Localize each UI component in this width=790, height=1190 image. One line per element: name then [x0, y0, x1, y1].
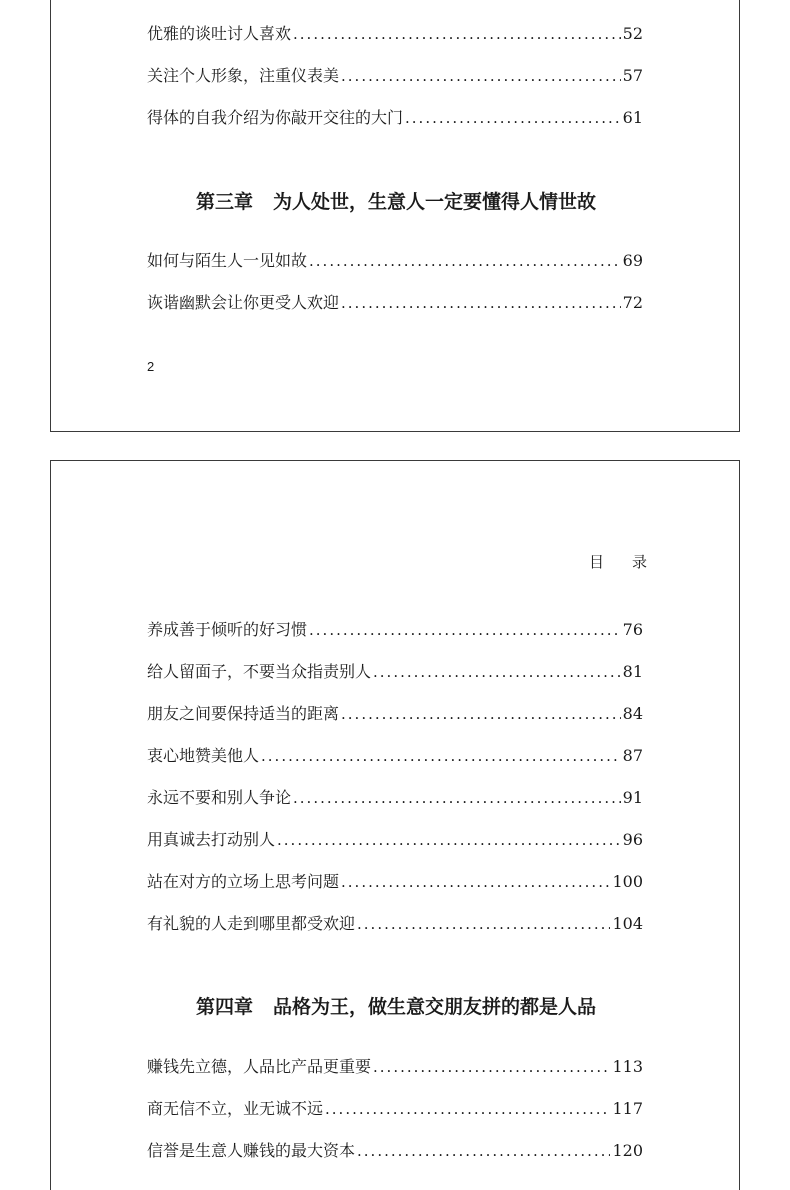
chapter-number: 第四章 — [195, 996, 253, 1018]
chapter-heading[interactable] — [51, 190, 741, 214]
chapter-number: 第三章 — [195, 191, 253, 213]
toc-entry-page: 113 — [612, 1057, 643, 1076]
toc-entry[interactable] — [147, 104, 643, 128]
toc-leader-dots — [309, 620, 621, 640]
toc-entry-page: 87 — [622, 746, 643, 765]
toc-entry-page: 72 — [622, 293, 643, 312]
toc-leader-dots — [357, 914, 610, 934]
toc-entry-page: 100 — [612, 872, 643, 891]
toc-leader-dots — [357, 1141, 610, 1161]
toc-leader-dots — [373, 662, 621, 682]
toc-page-2 — [50, 0, 740, 432]
toc-entry-page: 96 — [622, 830, 643, 849]
toc-entry[interactable] — [147, 247, 643, 271]
toc-entry-title: 赚钱先立德，人品比产品更重要 — [147, 1057, 372, 1076]
toc-entry[interactable] — [147, 658, 643, 682]
toc-entry[interactable] — [147, 1095, 643, 1119]
toc-leader-dots — [341, 66, 621, 86]
chapter-title: 品格为王，做生意交朋友拼的都是人品 — [273, 996, 597, 1018]
toc-entry-page: 61 — [622, 108, 643, 127]
toc-entry-page: 81 — [622, 662, 643, 681]
toc-entry-title: 朋友之间要保持适当的距离 — [147, 704, 340, 723]
toc-entry-title: 养成善于倾听的好习惯 — [147, 620, 308, 639]
toc-entry[interactable] — [147, 826, 643, 850]
toc-entry-page: 104 — [612, 914, 643, 933]
toc-entry[interactable] — [147, 62, 643, 86]
toc-entry[interactable] — [147, 910, 643, 934]
toc-entry[interactable] — [147, 1053, 643, 1077]
page-number: 2 — [147, 359, 155, 374]
toc-leader-dots — [373, 1057, 610, 1077]
toc-entry-title: 有礼貌的人走到哪里都受欢迎 — [147, 914, 356, 933]
toc-leader-dots — [341, 872, 610, 892]
toc-entry-title: 得体的自我介绍为你敲开交往的大门 — [147, 108, 404, 127]
toc-entry-page: 76 — [622, 620, 643, 639]
toc-entry-title: 诙谐幽默会让你更受人欢迎 — [147, 293, 340, 312]
toc-leader-dots — [261, 746, 621, 766]
toc-entry-title: 信誉是生意人赚钱的最大资本 — [147, 1141, 356, 1160]
toc-entry-title: 给人留面子，不要当众指责别人 — [147, 662, 372, 681]
toc-leader-dots — [309, 251, 621, 271]
toc-entry-page: 84 — [622, 704, 643, 723]
toc-entry[interactable] — [147, 20, 643, 44]
toc-entry-page: 91 — [622, 788, 643, 807]
toc-entry[interactable] — [147, 784, 643, 808]
toc-entry-title: 站在对方的立场上思考问题 — [147, 872, 340, 891]
toc-entry-page: 69 — [622, 251, 643, 270]
toc-entry-title: 商无信不立，业无诚不远 — [147, 1099, 324, 1118]
toc-entry[interactable] — [147, 742, 643, 766]
toc-leader-dots — [341, 704, 621, 724]
toc-entry-page: 52 — [622, 24, 643, 43]
toc-entry[interactable] — [147, 868, 643, 892]
toc-entry-page: 117 — [612, 1099, 643, 1118]
toc-page-3 — [50, 460, 740, 1190]
toc-leader-dots — [341, 293, 621, 313]
chapter-title: 为人处世，生意人一定要懂得人情世故 — [273, 191, 597, 213]
toc-leader-dots — [405, 108, 621, 128]
toc-entry-title: 衷心地赞美他人 — [147, 746, 260, 765]
toc-leader-dots — [293, 24, 621, 44]
toc-leader-dots — [277, 830, 621, 850]
toc-entry-title: 优雅的谈吐讨人喜欢 — [147, 24, 292, 43]
chapter-heading[interactable] — [51, 995, 741, 1019]
toc-entry-title: 用真诚去打动别人 — [147, 830, 276, 849]
toc-entry-title: 永远不要和别人争论 — [147, 788, 292, 807]
toc-leader-dots — [325, 1099, 610, 1119]
toc-entry-title: 关注个人形象，注重仪表美 — [147, 66, 340, 85]
toc-entry[interactable] — [147, 1137, 643, 1161]
toc-entry[interactable] — [147, 700, 643, 724]
toc-entry[interactable] — [147, 289, 643, 313]
running-head: 目录 — [588, 553, 675, 571]
toc-entry[interactable] — [147, 616, 643, 640]
toc-leader-dots — [293, 788, 621, 808]
toc-entry-page: 120 — [612, 1141, 643, 1160]
toc-entry-page: 57 — [622, 66, 643, 85]
toc-entry-title: 如何与陌生人一见如故 — [147, 251, 308, 270]
